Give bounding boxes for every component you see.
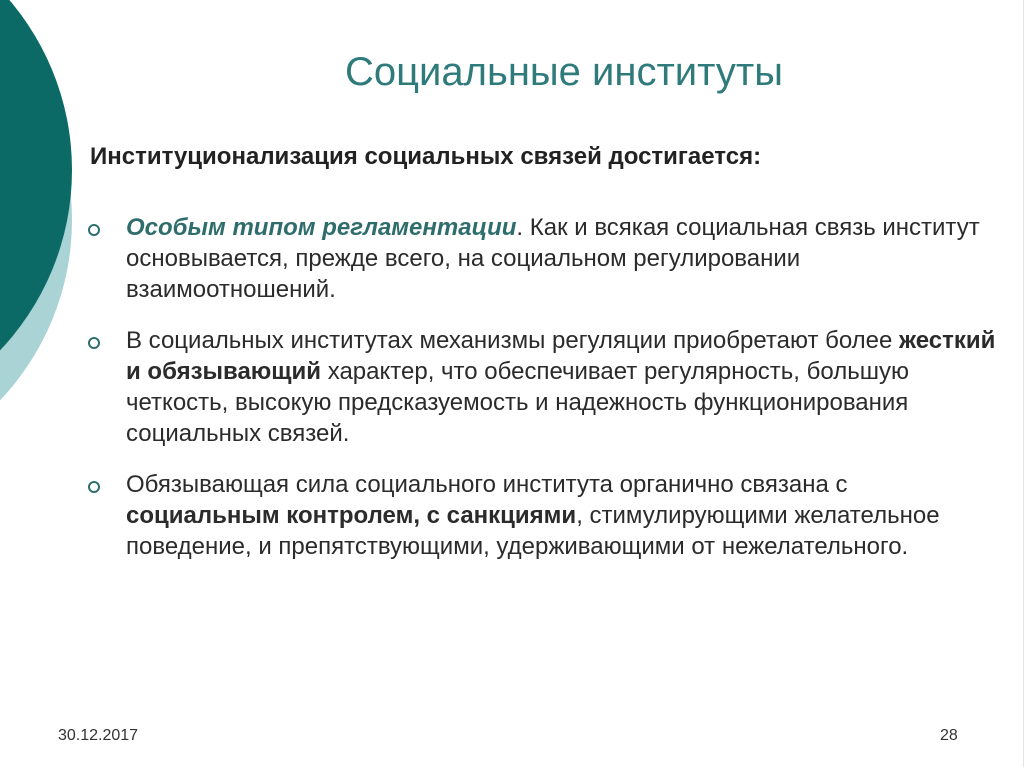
bullet-item — [86, 325, 996, 449]
bullet-strong: социальным контролем, с санкциями — [126, 502, 577, 529]
bullet-list — [86, 212, 996, 582]
bullet-text: Обязывающая сила социального института органично связана с — [126, 471, 848, 498]
bullet-text: характер, что обеспечивает регулярность, большую четкость, высокую предсказуемость и надежность функционирования социальных связей. — [126, 358, 909, 447]
hollow-circle-bullet-icon — [88, 224, 100, 236]
slide-title: Социальные институты — [345, 50, 783, 94]
slide-subtitle: Институционализация социальных связей достигается: — [90, 143, 762, 170]
bullet-text: . Как и всякая социальная связь институт основывается, прежде всего, на социальном регулировании взаимоотношений. — [126, 214, 980, 303]
bullet-strong: жесткий и обязывающий — [126, 327, 996, 385]
bullet-item — [86, 469, 996, 562]
hollow-circle-bullet-icon — [88, 481, 100, 493]
footer-date: 30.12.2017 — [58, 727, 139, 744]
page-number: 28 — [940, 727, 958, 744]
bullet-item — [86, 212, 996, 305]
bullet-emphasis: Особым типом регламентации — [126, 214, 517, 241]
bullet-text: , стимулирующими желательное поведение, и препятствующими, удерживающими от нежелательного. — [126, 502, 940, 560]
hollow-circle-bullet-icon — [88, 337, 100, 349]
bullet-text: В социальных институтах механизмы регуляции приобретают более — [126, 327, 900, 354]
